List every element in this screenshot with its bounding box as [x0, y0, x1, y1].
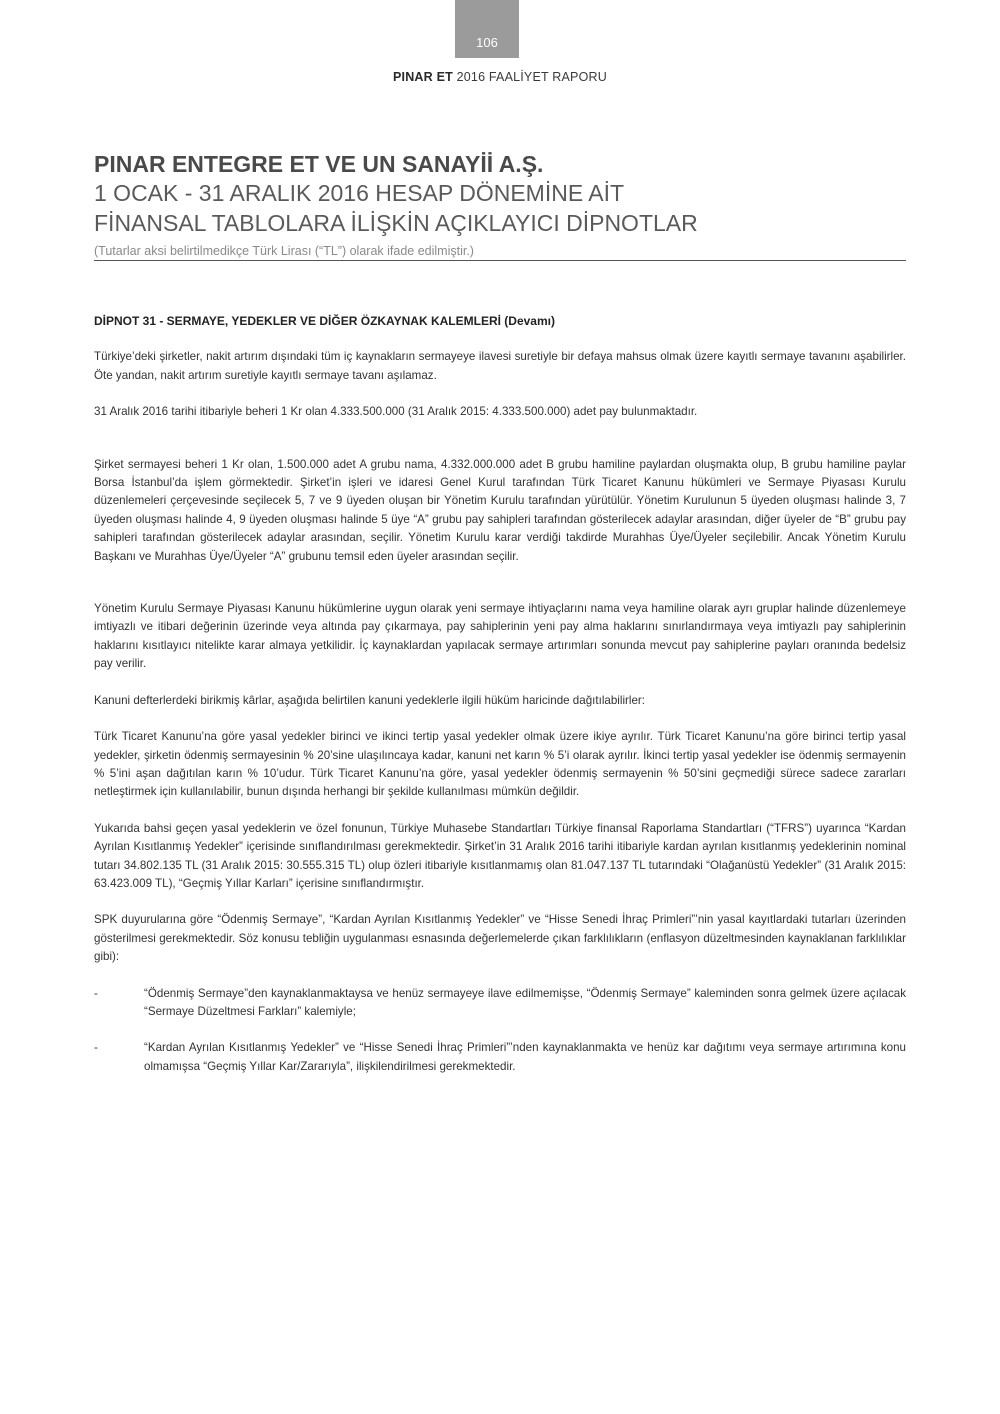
list-item-text: “Kardan Ayrılan Kısıtlanmış Yedekler” ve “Hisse Senedi İhraç Primleri”’nden kaynaklanmakta ve henüz kar dağıtımı veya sermaye artırımına konu olmamışsa “Geçmiş Yıllar Kar/Zararıyla”, ilişkilendirilmesi gerekmektedir. — [144, 1041, 906, 1073]
paragraph: 31 Aralık 2016 tarihi itibariyle beheri 1 Kr olan 4.333.500.000 (31 Aralık 2015: 4.333.500.000) adet pay bulunmaktadır. — [94, 405, 698, 419]
paragraph: Türk Ticaret Kanunu’na göre yasal yedekler birinci ve ikinci tertip yasal yedekler olmak üzere ikiye ayrılır. Türk Ticaret Kanunu’na göre birinci tertip yasal yedekler, şirketin ödenmiş sermayesinin % 20’sine ulaşılıncaya kadar, kanuni net karın % 5’i olarak ayrılır. İkinci tertip yasal yedekler ise ödenmiş sermayenin % 5’ini aşan dağıtılan karın % 10’udur. Türk Ticaret Kanunu’na göre, yasal yedekler ödenmiş sermayenin % 50’sini geçmediği sürece sadece zararları netleştirmek için kullanılabilir, bunun dışında herhangi bir şekilde kullanılması mümkün değildir. — [94, 730, 906, 799]
note-content — [94, 312, 906, 1076]
notes-title: FİNANSAL TABLOLARA İLİŞKİN AÇIKLAYICI DİPNOTLAR — [94, 210, 698, 236]
page-number: 106 — [476, 35, 498, 50]
brand-name: PINAR ET — [393, 70, 453, 84]
paragraph: Yönetim Kurulu Sermaye Piyasası Kanunu hükümlerine uygun olarak yeni sermaye ihtiyaçlarını nama veya hamiline olarak ayrı gruplar halinde düzenlemeye imtiyazlı ve itibari değerinin üzerinde veya altında pay çıkarmaya, pay sahiplerinin yeni pay alma haklarını sınırlandırmaya veya imtiyazlı pay sahiplerinin haklarını kısıtlayıcı nitelikte karar almaya yetkilidir. İç kaynaklardan yapılacak sermaye artırımları sonunda mevcut pay sahiplerine payları oranında bedelsiz pay verilir. — [94, 602, 906, 671]
company-name: PINAR ENTEGRE ET VE UN SANAYİİ A.Ş. — [94, 151, 544, 177]
report-title: 2016 FAALİYET RAPORU — [452, 70, 607, 84]
list-item — [94, 1039, 906, 1076]
paragraph: SPK duyurularına göre “Ödenmiş Sermaye”, “Kardan Ayrılan Kısıtlanmış Yedekler” ve “Hisse Senedi İhraç Primleri”’nin yasal kayıtlardaki tutarları üzerinden gösterilmesi gerekmektedir. Söz konusu tebliğin uygulanması esnasında değerlemelerde çıkan farklılıkların (enflasyon düzeltmesinden kaynaklanan farklılıklar gibi): — [94, 913, 906, 964]
list-item-text: “Ödenmiş Sermaye”den kaynaklanmaktaysa ve henüz sermayeye ilave edilmemişse, “Ödenmiş Sermaye” kaleminden sonra gelmek üzere açılacak “Sermaye Düzeltmesi Farkları” kalemiyle; — [144, 986, 906, 1018]
currency-note: (Tutarlar aksi belirtilmedikçe Türk Lirası (“TL”) olarak ifade edilmiştir.) — [94, 244, 906, 261]
section-heading: DİPNOT 31 - SERMAYE, YEDEKLER VE DİĞER ÖZKAYNAK KALEMLERİ (Devamı) — [94, 314, 555, 328]
list-dash: - — [94, 986, 98, 1000]
paragraph: Kanuni defterlerdeki birikmiş kârlar, aşağıda belirtilen kanuni yedeklerle ilgili hüküm haricinde dağıtılabilirler: — [94, 693, 645, 707]
paragraph: Şirket sermayesi beheri 1 Kr olan, 1.500.000 adet A grubu nama, 4.332.000.000 adet B grubu hamiline paylardan oluşmakta olup, B grubu hamiline paylar Borsa İstanbul’da işlem görmektedir. Şirket’in işleri ve idaresi Genel Kurul tarafından Türk Ticaret Kanunu hükümleri ve Sermaye Piyasası Kurulu düzenlemeleri çerçevesinde seçilecek 5, 7 ve 9 üyeden oluşan bir Yönetim Kurulu tarafından yürütülür. Yönetim Kurulunun 5 üyeden oluşması halinde 3, 7 üyeden oluşması halinde 4, 9 üyeden oluşması halinde 5 üye “A” grubu pay sahipleri tarafından gösterilecek adaylar arasından, diğer üyeler de “B” grubu pay sahipleri tarafından gösterilecek adaylar arasından, seçilir. Yönetim Kurulu karar verdiği takdirde Murahhas Üye/Üyeler seçilebilir. Ancak Yönetim Kurulu Başkanı ve Murahhas Üye/Üyeler “A” grubunu temsil eden üyeler arasından seçilir. — [94, 457, 906, 563]
period-title: 1 OCAK - 31 ARALIK 2016 HESAP DÖNEMİNE AİT — [94, 180, 625, 206]
paragraph: Yukarıda bahsi geçen yasal yedeklerin ve özel fonunun, Türkiye Muhasebe Standartları Türkiye finansal Raporlama Standartları (“TFRS”) uyarınca “Kardan Ayrılan Kısıtlanmış Yedekler” içerisinde sınıflandırılması gerekmektedir. Şirket’in 31 Aralık 2016 tarihi itibariyle kardan ayrılan kısıtlanmış yedeklerinin nominal tutarı 34.802.135 TL (31 Aralık 2015: 30.555.315 TL) olup özleri itibariyle kısıtlanmamış olan 81.047.137 TL tutarındaki “Olağanüstü Yedekler” (31 Aralık 2015: 63.423.009 TL), “Geçmiş Yıllar Karları” içerisine sınıflandırmıştır. — [94, 821, 906, 890]
list-item — [94, 985, 906, 1022]
paragraph: Türkiye’deki şirketler, nakit artırım dışındaki tüm iç kaynakların sermayeye ilavesi suretiyle bir defaya mahsus olmak üzere kayıtlı sermaye tavanını aşabilirler. Öte yandan, nakit artırım suretiyle kayıtlı sermaye tavanı aşılamaz. — [94, 350, 906, 382]
running-header — [0, 70, 1000, 84]
page-number-tab — [455, 0, 519, 58]
document-title-block — [94, 150, 906, 261]
list-dash: - — [94, 1041, 98, 1055]
